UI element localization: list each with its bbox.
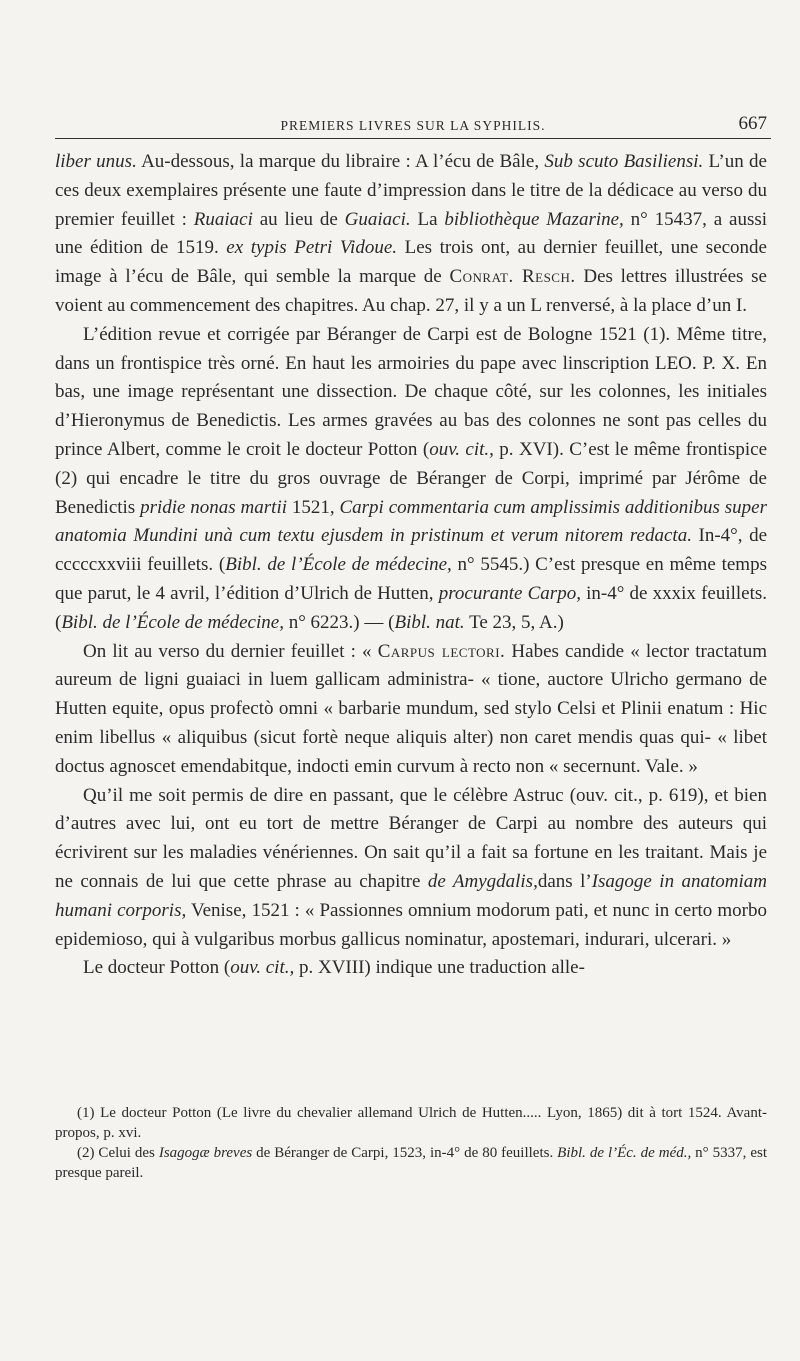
- text-run: Les trois ont, au dernier feuillet, une seconde image à l’écu de Bâle, qui semble la marque de: [55, 237, 767, 288]
- paragraph-3: [55, 638, 767, 782]
- text-run: Des lettres illustrées se voient au commencement des chapitres. Au chap. 27, il y a un L renversé, à la place d’un I.: [55, 266, 767, 316]
- italic-text: bibliothèque Mazarine,: [444, 208, 624, 230]
- italic-text: ouv. cit.,: [230, 957, 295, 979]
- running-title: PREMIERS LIVRES SUR LA SYPHILIS.: [280, 118, 546, 133]
- small-caps-text: Conrat. Resch.: [449, 266, 576, 288]
- italic-text: ouv. cit.,: [429, 438, 494, 460]
- text-run: n° 6223.) — (: [283, 611, 395, 633]
- text-run: (1) Le docteur Potton (Le livre du chevalier allemand Ulrich de Hutten..... Lyon, 1865) dit à tort 1524. Avant-propos, p. xvi.: [55, 1105, 767, 1141]
- italic-text: Isagogæ breves: [158, 1145, 253, 1161]
- body-text: [55, 148, 767, 983]
- italic-text: procurante Carpo,: [438, 582, 581, 604]
- text-run: au lieu de: [252, 208, 345, 230]
- text-run: L’un de ces deux exemplaires présente une faute d’impression dans le titre de la dédicace au verso du premier feuillet :: [55, 151, 767, 230]
- paragraph-2: [55, 321, 767, 638]
- text-run: n° 5337, est presque pareil.: [55, 1145, 767, 1181]
- text-run: Habes candide « lector tractatum aureum de ligni guaiaci in luem gallicam administra- « tione, auctore Ulricho germano de Hutten equite, opus profectò omni « barbarie mundum, sed stylo Celsi et Plinii enatum : Hic enim libellus « aliquibus (sicut fortè neque aliquis alter) non caret mendis quas qui- « libet doctus agnoscet emendabitque, indocti emin curvum à recto non « secernunt. Vale. »: [55, 640, 767, 777]
- italic-text: pridie nonas martii: [140, 496, 288, 518]
- text-run: dans l’: [537, 870, 592, 892]
- text-run: de Béranger de Carpi, 1523, in-4° de 80 feuillets.: [252, 1145, 558, 1161]
- text-run: L’édition revue et corrigée par Béranger de Carpi est de Bologne 1521 (1). Même titre, dans un frontispice très orné. En haut les armoiries du pape avec linscription LEO. P. X. En bas, une image représentant une dissection. De chaque côté, sur les colonnes, les initiales d’Hieronymus de Benedictis. Les armes gravées au bas des colonnes ne sont pas celles du prince Albert, comme le croit le docteur Potton (: [55, 323, 767, 460]
- text-run: On lit au verso du dernier feuillet : «: [83, 640, 378, 662]
- text-run: Te 23, 5, A.): [464, 611, 564, 633]
- italic-text: Bibl. de l’École de médecine,: [225, 554, 452, 576]
- italic-text: Guaiaci.: [344, 208, 411, 230]
- text-run: 1521,: [287, 496, 340, 518]
- text-run: Qu’il me soit permis de dire en passant, que le célèbre Astruc (ouv. cit., p. 619), et bien d’autres avec lui, ont eu tort de mettre Béranger de Carpi au nombre des auteurs qui écrivirent sur les maladies vénériennes. On sait qu’il a fait sa fortune en les traitant. Mais je ne connais de lui que cette phrase au chapitre: [55, 784, 767, 892]
- text-run: n° 15437, a aussi une édition de 1519.: [55, 208, 768, 259]
- text-run: p. XVI). C’est le même frontispice (2) qui encadre le titre du gros ouvrage de Béranger de Corpi, imprimé par Jérôme de Benedictis: [55, 438, 767, 518]
- italic-text: Carpi commentaria cum amplissimis additionibus super anatomia Mundini unà cum textu ejusdem in pristinum et verum nitorem redacta.: [55, 496, 768, 547]
- text-run: (2) Celui des: [77, 1145, 159, 1161]
- paragraph-1: [55, 148, 767, 321]
- footnote-1: [55, 1103, 767, 1143]
- paragraph-5: [55, 954, 767, 983]
- italic-text: Bibl. de l’Éc. de méd.,: [557, 1145, 692, 1161]
- italic-text: Sub scuto Basiliensi.: [544, 151, 704, 172]
- italic-text: liber unus.: [55, 151, 137, 172]
- text-run: in-4° de xxxix feuillets. (: [55, 582, 768, 633]
- small-caps-text: Carpus lectori.: [377, 640, 506, 662]
- italic-text: ex typis Petri Vidoue.: [226, 237, 398, 259]
- page-number: 667: [738, 113, 767, 134]
- italic-text: Bibl. de l’École de médecine,: [61, 611, 284, 633]
- text-run: In-4°, de cccccxxviii feuillets. (: [55, 525, 768, 576]
- text-run: n° 5545.) C’est presque en même temps que parut, le 4 avril, l’édition d’Ulrich de Hutten,: [55, 554, 767, 604]
- footnote-2: [55, 1143, 767, 1183]
- text-run: Venise, 1521 : « Passionnes omnium modorum pati, et nunc in certo morbo epidemioso, qui à vulgaribus morbus gallicus nominatur, apostemari, indurari, ulcerari. »: [55, 899, 767, 950]
- text-run: p. XVIII) indique une traduction alle-: [294, 957, 585, 979]
- text-run: Au-dessous, la marque du libraire : A l’écu de Bâle,: [136, 151, 545, 172]
- italic-text: Isagoge in anatomiam humani corporis,: [55, 870, 767, 921]
- italic-text: Bibl. nat.: [394, 611, 465, 633]
- text-run: Le docteur Potton (: [83, 957, 231, 979]
- text-run: La: [410, 208, 445, 230]
- page-header: [55, 108, 771, 139]
- paragraph-4: [55, 782, 767, 955]
- italic-text: de Amygdalis,: [427, 870, 538, 892]
- italic-text: Ruaiaci: [193, 208, 253, 230]
- footnotes: [55, 1103, 767, 1183]
